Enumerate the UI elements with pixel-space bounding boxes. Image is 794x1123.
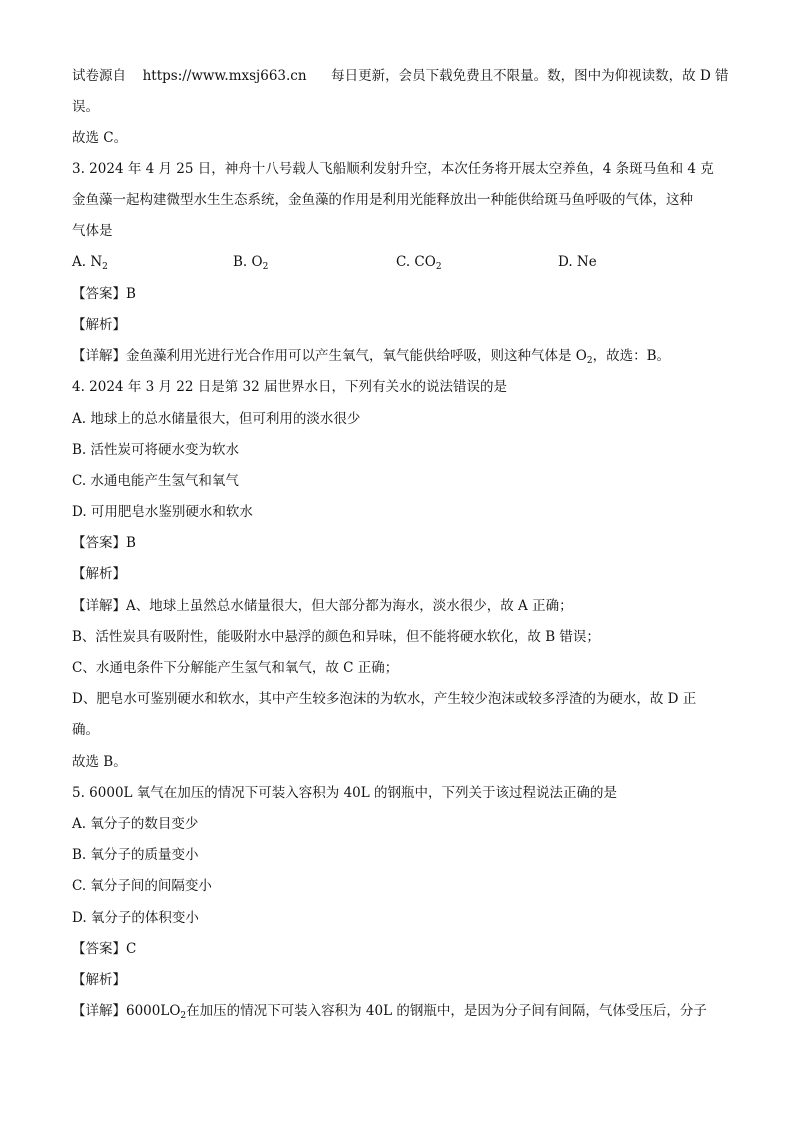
q5-answer: 【答案】C <box>72 941 137 957</box>
prev-continued-line: 误。 <box>72 99 99 115</box>
source-url-link[interactable]: https://www.mxsj663.cn <box>142 68 307 84</box>
q5-option-a: A. 氧分子的数目变少 <box>72 816 199 832</box>
q4-option-d: D. 可用肥皂水鉴别硬水和软水 <box>72 504 253 520</box>
q4-detail-d2: 确。 <box>72 722 99 738</box>
header-line <box>72 66 729 86</box>
q4-stem: 4. 2024 年 3 月 22 日是第 32 届世界水日，下列有关水的说法错误的是 <box>72 379 508 395</box>
q3-analysis-heading: 【解析】 <box>72 317 126 333</box>
q4-detail-b: B、活性炭具有吸附性，能吸附水中悬浮的颜色和异味，但不能将硬水软化，故 B 错误； <box>72 629 600 645</box>
q3-stem-line3: 气体是 <box>72 223 113 239</box>
q4-answer: 【答案】B <box>72 535 136 551</box>
q4-option-c: C. 水通电能产生氢气和氧气 <box>72 473 239 489</box>
prev-conclusion: 故选 C。 <box>72 130 128 146</box>
q5-stem: 5. 6000L 氧气在加压的情况下可装入容积为 40L 的钢瓶中，下列关于该过程说法正确的是 <box>72 785 618 801</box>
q3-detail: 【详解】金鱼藻利用光进行光合作用可以产生氧气，氧气能供给呼吸，则这种气体是 $O_2$，故选：B。 <box>72 348 671 366</box>
q4-detail-a: 【详解】A、地球上虽然总水储量很大，但大部分都为海水，淡水很少，故 A 正确； <box>72 598 573 614</box>
q3-stem-line2: 金鱼藻一起构建微型水生生态系统，金鱼藻的作用是利用光能释放出一种能供给斑马鱼呼吸的气体，这种 <box>72 192 693 208</box>
q5-option-d: D. 氧分子的体积变小 <box>72 910 199 926</box>
q3-answer: 【答案】B <box>72 286 136 302</box>
q4-detail-d1: D、肥皂水可鉴别硬水和软水，其中产生较多泡沫的为软水，产生较少泡沫或较多浮渣的为硬水，故 D 正 <box>72 691 697 707</box>
q3-option-b: B. $O_2$ <box>233 254 269 272</box>
q4-conclusion: 故选 B。 <box>72 754 127 770</box>
q3-option-a: A. $N_2$ <box>72 254 108 272</box>
q4-analysis-heading: 【解析】 <box>72 566 126 582</box>
q3-option-d: D. Ne <box>558 254 597 270</box>
q5-option-c: C. 氧分子间的间隔变小 <box>72 878 212 894</box>
q5-analysis-heading: 【解析】 <box>72 972 126 988</box>
q4-detail-c: C、水通电条件下分解能产生氢气和氧气，故 C 正确； <box>72 660 399 676</box>
continued-text: 数，图中为仰视读数，故 D 错 <box>547 68 729 84</box>
q5-detail: 【详解】$6000LO_2$在加压的情况下可装入容积为 40L 的钢瓶中，是因为分子间有间隔，气体受压后，分子 <box>72 1003 707 1021</box>
q4-option-b: B. 活性炭可将硬水变为软水 <box>72 442 240 458</box>
q4-option-a: A. 地球上的总水储量很大，但可利用的淡水很少 <box>72 411 361 427</box>
q5-option-b: B. 氧分子的质量变小 <box>72 847 199 863</box>
source-label: 试卷源自 <box>72 68 126 84</box>
q3-option-c: C. $CO_2$ <box>396 254 442 272</box>
header-notice: 每日更新，会员下载免费且不限量。 <box>331 68 548 84</box>
q3-stem-line1: 3. 2024 年 4 月 25 日，神舟十八号载人飞船顺利发射升空，本次任务将开展太空养鱼，4 条斑马鱼和 4 克 <box>72 161 714 177</box>
